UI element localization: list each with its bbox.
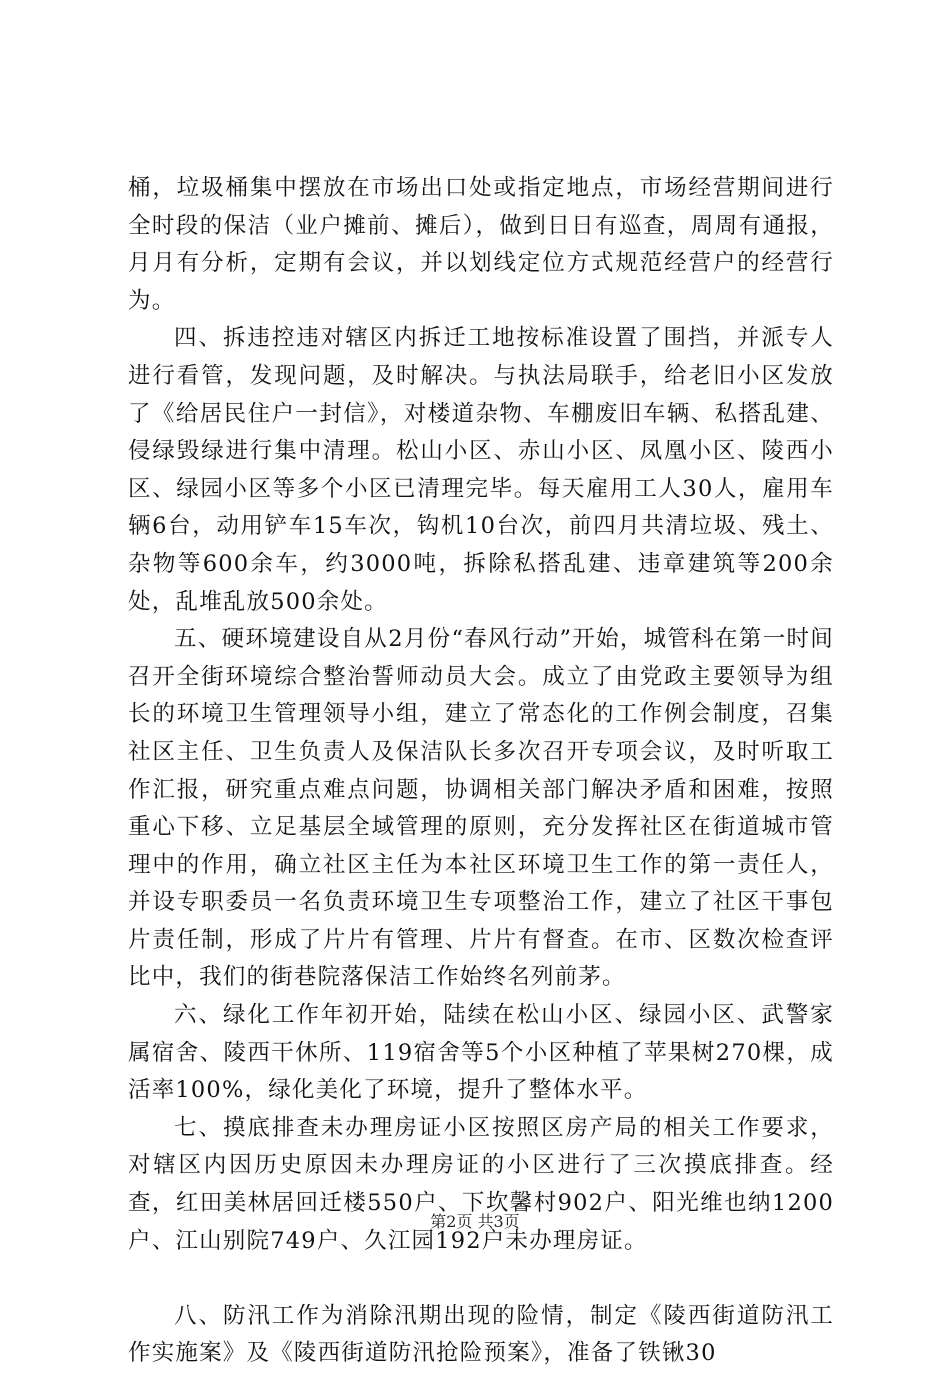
page-number-footer: 第2页 共3页 [430,1212,520,1231]
paragraph-environment-construction: 五、硬环境建设自从2月份“春风行动”开始，城管科在第一时间召开全街环境综合整治誓师动员大会。成立了由党政主要领导为组长的环境卫生管理领导小组，建立了常态化的工作例会制度，召集社区主任、卫生负责人及保洁队长多次召开专项会议，及时听取工作汇报，研究重点难点问题，协调相关部门解决矛盾和困难，按照重心下移、立足基层全域管理的原则，充分发挥社区在街道城市管理中的作用，确立社区主任为本社区环境卫生工作的第一责任人，并设专职委员一名负责环境卫生专项整治工作，建立了社区干事包片责任制，形成了片片有管理、片片有督查。在市、区数次检查评比中，我们的街巷院落保洁工作始终名列前茅。 [128,626,834,991]
paragraph-demolition-control: 四、拆违控违对辖区内拆迁工地按标准设置了围挡，并派专人进行看管，发现问题，及时解决。与执法局联手，给老旧小区发放了《给居民住户一封信》，对楼道杂物、车棚废旧车辆、私搭乱建、侵绿毁绿进行集中清理。松山小区、赤山小区、凤凰小区、陵西小区、绿园小区等多个小区已清理完毕。每天雇用工人30人，雇用车辆6台，动用铲车15车次，钩机10台次，前四月共清垃圾、残土、杂物等600余车，约3000吨，拆除私搭乱建、违章建筑等200余处，乱堆乱放500余处。 [128,325,834,615]
paragraph-flood-control: 八、防汛工作为消除汛期出现的险情，制定《陵西街道防汛工作实施案》及《陵西街道防汛抢险预案》，准备了铁锹30 [128,1302,834,1367]
paragraph-property-certificate-survey: 七、摸底排查未办理房证小区按照区房产局的相关工作要求，对辖区内因历史原因未办理房证的小区进行了三次摸底排查。经查，红田美林居回迁楼550户、下坎馨村902户、阳光维也纳1200户、江山别院749户、久江园192户未办理房证。 [128,1114,834,1254]
paragraph-continuation: 桶，垃圾桶集中摆放在市场出口处或指定地点，市场经营期间进行全时段的保洁（业户摊前、摊后），做到日日有巡查，周周有通报，月月有分析，定期有会议，并以划线定位方式规范经营户的经营行为。 [128,175,834,314]
paragraph-greening-work: 六、绿化工作年初开始，陆续在松山小区、绿园小区、武警家属宿舍、陵西干休所、119宿舍等5个小区种植了苹果树270棵，成活率100%，绿化美化了环境，提升了整体水平。 [128,1002,834,1104]
document-body [128,170,834,1373]
